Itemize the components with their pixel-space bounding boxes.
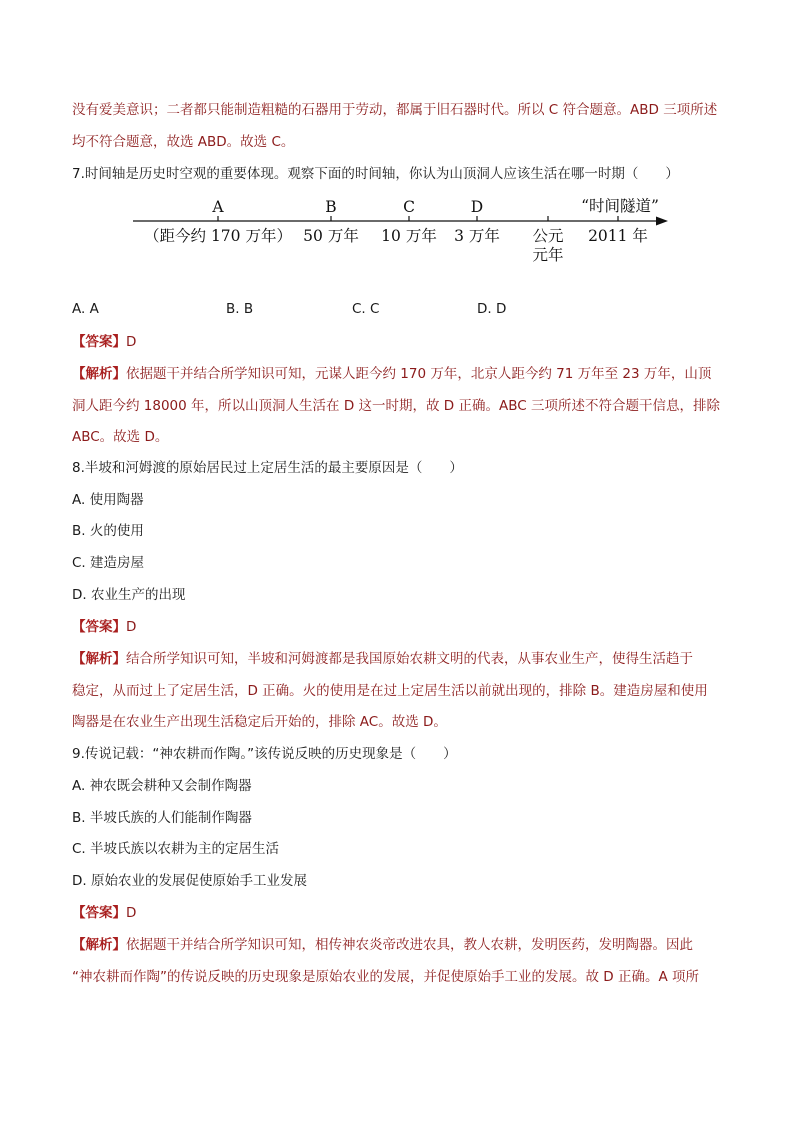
explanation-tag: 【解析】 [72,366,126,382]
q8-option-c: C. 建造房屋 [72,555,145,571]
q7-option-b: B. B [226,301,254,317]
timeline-label-2011: 2011 年 [588,227,648,245]
q7-timeline [0,190,794,270]
timeline-letter-d: D [470,198,484,216]
q9-explanation-text-1: 依据题干并结合所学知识可知，相传神农炎帝改进农具，教人农耕，发明医药，发明陶器。因此 [126,937,693,953]
q6-explanation-line-2: 均不符合题意，故选 ABD。故选 C。 [72,134,295,150]
timeline-letter-c: C [403,198,415,216]
q7-answer-value: D [126,334,137,350]
q9-stem: 9.传说记载：“神农耕而作陶。”该传说反映的历史现象是（ ） [72,746,457,762]
q7-explanation-line-3: ABC。故选 D。 [72,429,169,445]
answer-tag: 【答案】 [72,905,126,921]
explanation-tag: 【解析】 [72,937,126,953]
q9-option-a: A. 神农既会耕种又会制作陶器 [72,778,252,794]
timeline-label-ad-1: 公元 [532,227,564,245]
timeline-arrow-icon [656,217,668,226]
q8-answer-value: D [126,619,137,635]
q9-answer-value: D [126,905,137,921]
q8-answer [72,617,136,637]
q7-stem: 7.时间轴是历史时空观的重要体现。观察下面的时间轴，你认为山顶洞人应该生活在哪一时期（ ） [72,166,679,182]
q9-option-b: B. 半坡氏族的人们能制作陶器 [72,810,252,826]
q7-answer [72,332,136,352]
timeline-label-3: 3 万年 [454,227,500,245]
q6-explanation-line-1: 没有爱美意识；二者都只能制造粗糙的石器用于劳动，都属于旧石器时代。所以 C 符合题意。ABD 三项所述 [72,102,718,118]
q7-explanation-text-1: 依据题干并结合所学知识可知，元谋人距今约 170 万年，北京人距今约 71 万年至 23 万年，山顶 [126,366,712,382]
q8-explanation-text-1: 结合所学知识可知，半坡和河姆渡都是我国原始农耕文明的代表，从事农业生产，使得生活趋于 [126,651,693,667]
q8-option-d: D. 农业生产的出现 [72,587,186,603]
timeline-tunnel-label: “时间隧道” [581,197,659,215]
q8-option-a: A. 使用陶器 [72,492,144,508]
q9-explanation-line-2: “神农耕而作陶”的传说反映的历史现象是原始农业的发展，并促使原始手工业的发展。故 D 正确。A 项所 [72,969,699,985]
timeline-letter-b: B [325,198,337,216]
q7-option-a: A. A [72,301,99,317]
q9-option-c: C. 半坡氏族以农耕为主的定居生活 [72,841,280,857]
timeline-letter-a: A [212,198,224,216]
timeline-label-50: 50 万年 [303,227,359,245]
q8-option-b: B. 火的使用 [72,523,144,539]
q8-explanation-line-2: 稳定，从而过上了定居生活，D 正确。火的使用是在过上定居生活以前就出现的，排除 B。建造房屋和使用 [72,683,708,699]
q8-stem: 8.半坡和河姆渡的原始居民过上定居生活的最主要原因是（ ） [72,460,463,476]
answer-tag: 【答案】 [72,619,126,635]
q9-explanation-line-1 [72,935,693,955]
timeline-label-10: 10 万年 [381,227,437,245]
explanation-tag: 【解析】 [72,651,126,667]
q7-explanation-line-2: 洞人距今约 18000 年，所以山顶洞人生活在 D 这一时期，故 D 正确。ABC 三项所述不符合题干信息，排除 [72,398,720,414]
answer-tag: 【答案】 [72,334,126,350]
q9-option-d: D. 原始农业的发展促使原始手工业发展 [72,873,307,889]
q7-option-c: C. C [352,301,380,317]
q9-answer [72,903,136,923]
q7-option-d: D. D [477,301,507,317]
q8-explanation-line-1 [72,649,693,669]
timeline-label-ad-2: 元年 [532,246,564,264]
q8-explanation-line-3: 陶器是在农业生产出现生活稳定后开始的，排除 AC。故选 D。 [72,714,447,730]
timeline-label-170: （距今约 170 万年） [144,227,292,245]
q7-explanation-line-1 [72,364,711,384]
